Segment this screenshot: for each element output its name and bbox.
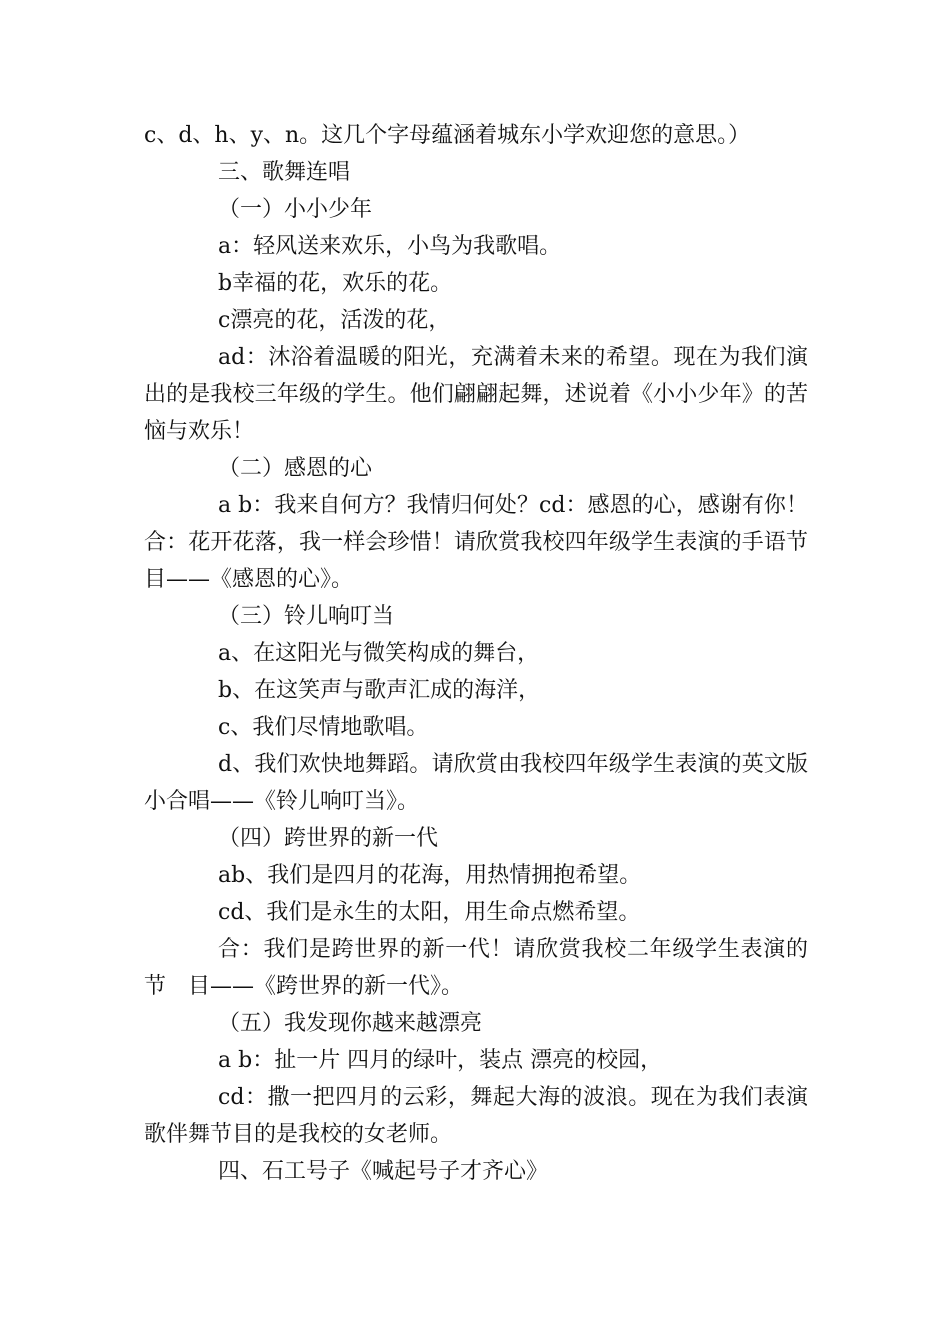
paragraph-16: ab、我们是四月的花海，用热情拥抱希望。 — [218, 863, 642, 888]
paragraph-9: a b：我来自何方？我情归何处？cd：感恩的心，感谢有你！合：花开花落，我一样会珍惜！请欣赏我校四年级学生表演的手语节目——《感恩的心》。 — [144, 493, 808, 592]
subheading-2: （二）感恩的心 — [218, 456, 373, 481]
document-body — [144, 117, 808, 1190]
paragraph-18: 合：我们是跨世界的新一代！请欣赏我校二年级学生表演的节 目——《跨世界的新一代》。 — [144, 937, 808, 999]
paragraph-6: c漂亮的花，活泼的花， — [218, 308, 451, 333]
paragraph-1: c、d、h、y、n。这几个字母蕴涵着城东小学欢迎您的意思。） — [144, 123, 751, 148]
paragraph-17: cd、我们是永生的太阳，用生命点燃希望。 — [218, 900, 641, 925]
subheading-3: （三）铃儿响叮当 — [218, 604, 395, 629]
paragraph-12: b、在这笑声与歌声汇成的海洋， — [218, 678, 541, 703]
paragraph-13: c、我们尽情地歌唱。 — [218, 715, 429, 740]
paragraph-21: cd：撒一把四月的云彩，舞起大海的波浪。现在为我们表演歌伴舞节目的是我校的女老师。 — [144, 1085, 808, 1147]
section-heading-4: 四、石工号子《喊起号子才齐心》 — [218, 1159, 549, 1184]
paragraph-7: ad：沐浴着温暖的阳光，充满着未来的希望。现在为我们演出的是我校三年级的学生。他们翩翩起舞，述说着《小小少年》的苦恼与欢乐！ — [144, 345, 808, 444]
paragraph-11: a、在这阳光与微笑构成的舞台， — [218, 641, 540, 666]
section-heading-3: 三、歌舞连唱 — [218, 160, 351, 185]
paragraph-20: a b：扯一片 四月的绿叶，装点 漂亮的校园， — [218, 1048, 663, 1073]
paragraph-4: a：轻风送来欢乐，小鸟为我歌唱。 — [218, 234, 562, 259]
subheading-5: （五）我发现你越来越漂亮 — [218, 1011, 483, 1036]
subheading-4: （四）跨世界的新一代 — [218, 826, 439, 851]
subheading-1: （一）小小少年 — [218, 197, 373, 222]
paragraph-14: d、我们欢快地舞蹈。请欣赏由我校四年级学生表演的英文版小合唱——《铃儿响叮当》。 — [144, 752, 808, 814]
paragraph-5: b幸福的花，欢乐的花。 — [218, 271, 453, 296]
